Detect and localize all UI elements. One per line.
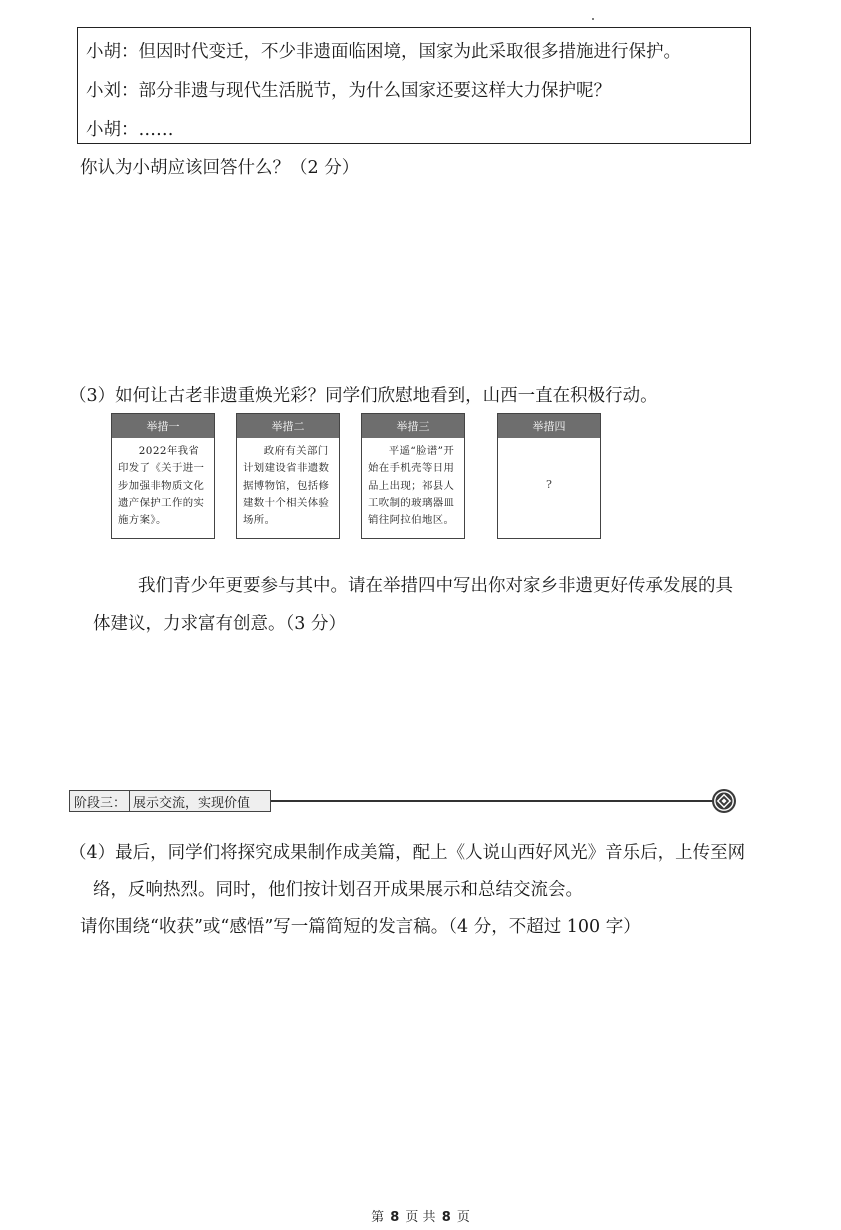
question-3-instruction-line-2: 体建议，力求富有创意。（3 分） xyxy=(93,614,346,634)
question-3-title: （3）如何让古老非遗重焕光彩？同学们欣慰地看到，山西一直在积极行动。 xyxy=(69,386,658,406)
footer-suffix: 页 xyxy=(456,1210,470,1225)
footer-total-pages: 8 xyxy=(441,1210,451,1225)
question-4-line-3: 请你围绕“收获”或“感悟”写一篇简短的发言稿。（4 分，不超过 100 字） xyxy=(80,917,641,937)
footer-prefix: 第 xyxy=(371,1210,385,1225)
measure-card-2 xyxy=(236,413,340,539)
stage-divider xyxy=(271,800,713,802)
seal-emblem-icon xyxy=(711,788,737,814)
measure-card-placeholder: ? xyxy=(546,478,552,491)
measure-card-text: 政府有关部门计划建设省非遗数据博物馆，包括修建数十个相关体验场所。 xyxy=(243,445,330,527)
stray-mark xyxy=(592,18,594,20)
measure-card-text: 2022年我省印发了《关于进一步加强非物质文化遗产保护工作的实施方案》。 xyxy=(118,445,205,527)
question-4-line-2: 络，反响热烈。同时，他们按计划召开成果展示和总结交流会。 xyxy=(93,880,583,900)
question-2-prompt: 你认为小胡应该回答什么？（2 分） xyxy=(80,158,360,178)
measure-card-text: 平遥“脸谱”开始在手机壳等日用品上出现；祁县人工吹制的玻璃器皿销往阿拉伯地区。 xyxy=(368,445,455,527)
stage-3-header xyxy=(69,790,271,812)
dialog-line-1: 小胡：但因时代变迁，不少非遗面临困境，国家为此采取很多措施进行保护。 xyxy=(86,42,681,62)
measure-card-3 xyxy=(361,413,465,539)
question-4-line-1: （4）最后，同学们将探究成果制作成美篇，配上《人说山西好风光》音乐后，上传至网 xyxy=(69,843,746,863)
measure-card-label: 举措一 xyxy=(112,414,214,438)
measure-card-label: 举措三 xyxy=(362,414,464,438)
dialog-line-2: 小刘：部分非遗与现代生活脱节，为什么国家还要这样大力保护呢？ xyxy=(86,81,611,101)
page-footer xyxy=(0,1206,841,1225)
footer-middle: 页 共 xyxy=(405,1210,436,1225)
measure-card-4 xyxy=(497,413,601,539)
question-3-instruction-line-1: 我们青少年更要参与其中。请在举措四中写出你对家乡非遗更好传承发展的具 xyxy=(138,576,733,596)
measure-card-label: 举措四 xyxy=(498,414,600,438)
stage-3-label: 阶段三： xyxy=(70,791,130,811)
footer-page-number: 8 xyxy=(390,1210,400,1225)
dialog-line-3: 小胡：…… xyxy=(86,120,174,140)
stage-3-title: 展示交流，实现价值 xyxy=(133,795,251,811)
measure-card-label: 举措二 xyxy=(237,414,339,438)
dialog-box xyxy=(77,27,751,144)
measure-card-1 xyxy=(111,413,215,539)
